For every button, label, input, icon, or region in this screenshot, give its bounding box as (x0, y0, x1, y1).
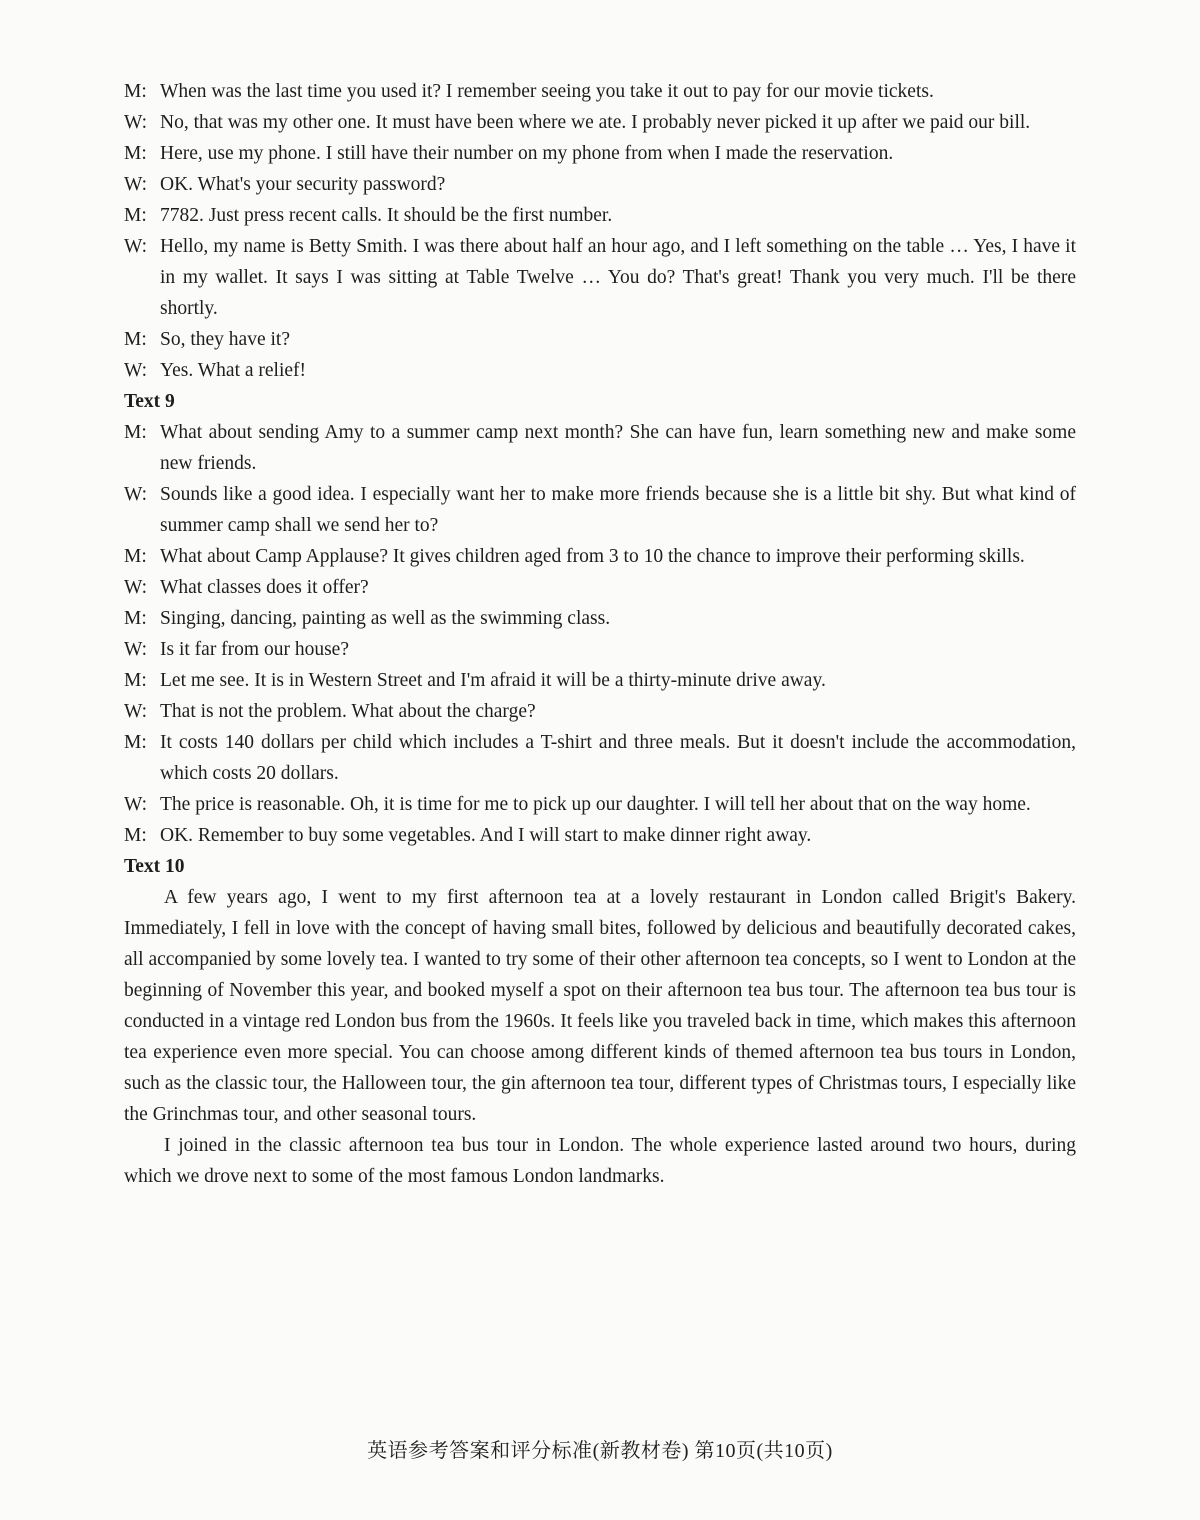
utterance: Hello, my name is Betty Smith. I was there about half an hour ago, and I left something on the table … Yes, I have it in my wallet. It says I was sitting at Table Twelve … You do? That's great! Thank you very much. I'll be there shortly. (160, 236, 1076, 319)
speaker: W: (124, 174, 148, 195)
utterance: 7782. Just press recent calls. It should be the first number. (160, 205, 613, 226)
dialogue-line (124, 696, 1076, 727)
dialogue-line (124, 789, 1076, 820)
paragraph: I joined in the classic afternoon tea bus tour in London. The whole experience lasted around two hours, during which we drove next to some of the most famous London landmarks. (124, 1135, 1076, 1187)
speaker: M: (124, 422, 147, 443)
utterance: So, they have it? (160, 329, 290, 350)
dialogue-line (124, 603, 1076, 634)
dialogue-line (124, 417, 1076, 479)
dialogue-line (124, 76, 1076, 107)
speaker: M: (124, 329, 147, 350)
page-footer: 英语参考答案和评分标准(新教材卷) 第10页(共10页) (367, 1440, 833, 1462)
speaker: M: (124, 608, 147, 629)
dialogue-line (124, 138, 1076, 169)
dialogue-line (124, 107, 1076, 138)
dialogue-line (124, 479, 1076, 541)
speaker: M: (124, 732, 147, 753)
speaker: M: (124, 205, 147, 226)
utterance: When was the last time you used it? I remember seeing you take it out to pay for our movie tickets. (160, 81, 934, 102)
utterance: Is it far from our house? (160, 639, 349, 660)
text10-heading: Text 10 (124, 856, 185, 877)
page-content (124, 76, 1076, 1192)
utterance: That is not the problem. What about the charge? (160, 701, 536, 722)
utterance: Yes. What a relief! (160, 360, 307, 381)
dialogue-line (124, 572, 1076, 603)
dialogue-line (124, 541, 1076, 572)
utterance: What about Camp Applause? It gives children aged from 3 to 10 the chance to improve their performing skills. (160, 546, 1025, 567)
dialogue-line (124, 665, 1076, 696)
dialogue-line (124, 634, 1076, 665)
utterance: What classes does it offer? (160, 577, 369, 598)
speaker: M: (124, 670, 147, 691)
speaker: W: (124, 112, 148, 133)
dialogue-line (124, 169, 1076, 200)
utterance: Singing, dancing, painting as well as the swimming class. (160, 608, 611, 629)
speaker: W: (124, 236, 148, 257)
text9-heading: Text 9 (124, 391, 175, 412)
dialogue-line (124, 200, 1076, 231)
utterance: OK. What's your security password? (160, 174, 446, 195)
utterance: No, that was my other one. It must have been where we ate. I probably never picked it up after we paid our bill. (160, 112, 1031, 133)
speaker: W: (124, 577, 148, 598)
speaker: W: (124, 360, 148, 381)
speaker: M: (124, 81, 147, 102)
speaker: W: (124, 701, 148, 722)
dialogue-line (124, 355, 1076, 386)
utterance: OK. Remember to buy some vegetables. And I will start to make dinner right away. (160, 825, 812, 846)
dialogue-line (124, 231, 1076, 324)
utterance: The price is reasonable. Oh, it is time for me to pick up our daughter. I will tell her about that on the way home. (160, 794, 1031, 815)
text8-dialogue (124, 76, 1076, 386)
utterance: What about sending Amy to a summer camp next month? She can have fun, learn something new and make some new friends. (160, 422, 1076, 474)
speaker: W: (124, 794, 148, 815)
dialogue-line (124, 727, 1076, 789)
utterance: Sounds like a good idea. I especially want her to make more friends because she is a little bit shy. But what kind of summer camp shall we send her to? (160, 484, 1076, 536)
dialogue-line (124, 820, 1076, 851)
dialogue-line (124, 324, 1076, 355)
paragraph: A few years ago, I went to my first afternoon tea at a lovely restaurant in London called Brigit's Bakery. Immediately, I fell in love with the concept of having small bites, followed by delicious and beautifully decorated cakes, all accompanied by some lovely tea. I wanted to try some of their other afternoon tea concepts, so I went to London at the beginning of November this year, and booked myself a spot on their afternoon tea bus tour. The afternoon tea bus tour is conducted in a vintage red London bus from the 1960s. It feels like you traveled back in time, which makes this afternoon tea experience even more special. You can choose among different kinds of themed afternoon tea bus tours in London, such as the classic tour, the Halloween tour, the gin afternoon tea tour, different types of Christmas tours, I especially like the Grinchmas tour, and other seasonal tours. (124, 887, 1076, 1125)
text10-passage (124, 882, 1076, 1192)
utterance: Here, use my phone. I still have their number on my phone from when I made the reservation. (160, 143, 894, 164)
utterance: Let me see. It is in Western Street and I'm afraid it will be a thirty-minute drive away. (160, 670, 826, 691)
utterance: It costs 140 dollars per child which includes a T-shirt and three meals. But it doesn't include the accommodation, which costs 20 dollars. (160, 732, 1076, 784)
speaker: W: (124, 484, 148, 505)
speaker: M: (124, 825, 147, 846)
speaker: W: (124, 639, 148, 660)
speaker: M: (124, 143, 147, 164)
speaker: M: (124, 546, 147, 567)
text9-dialogue (124, 417, 1076, 851)
